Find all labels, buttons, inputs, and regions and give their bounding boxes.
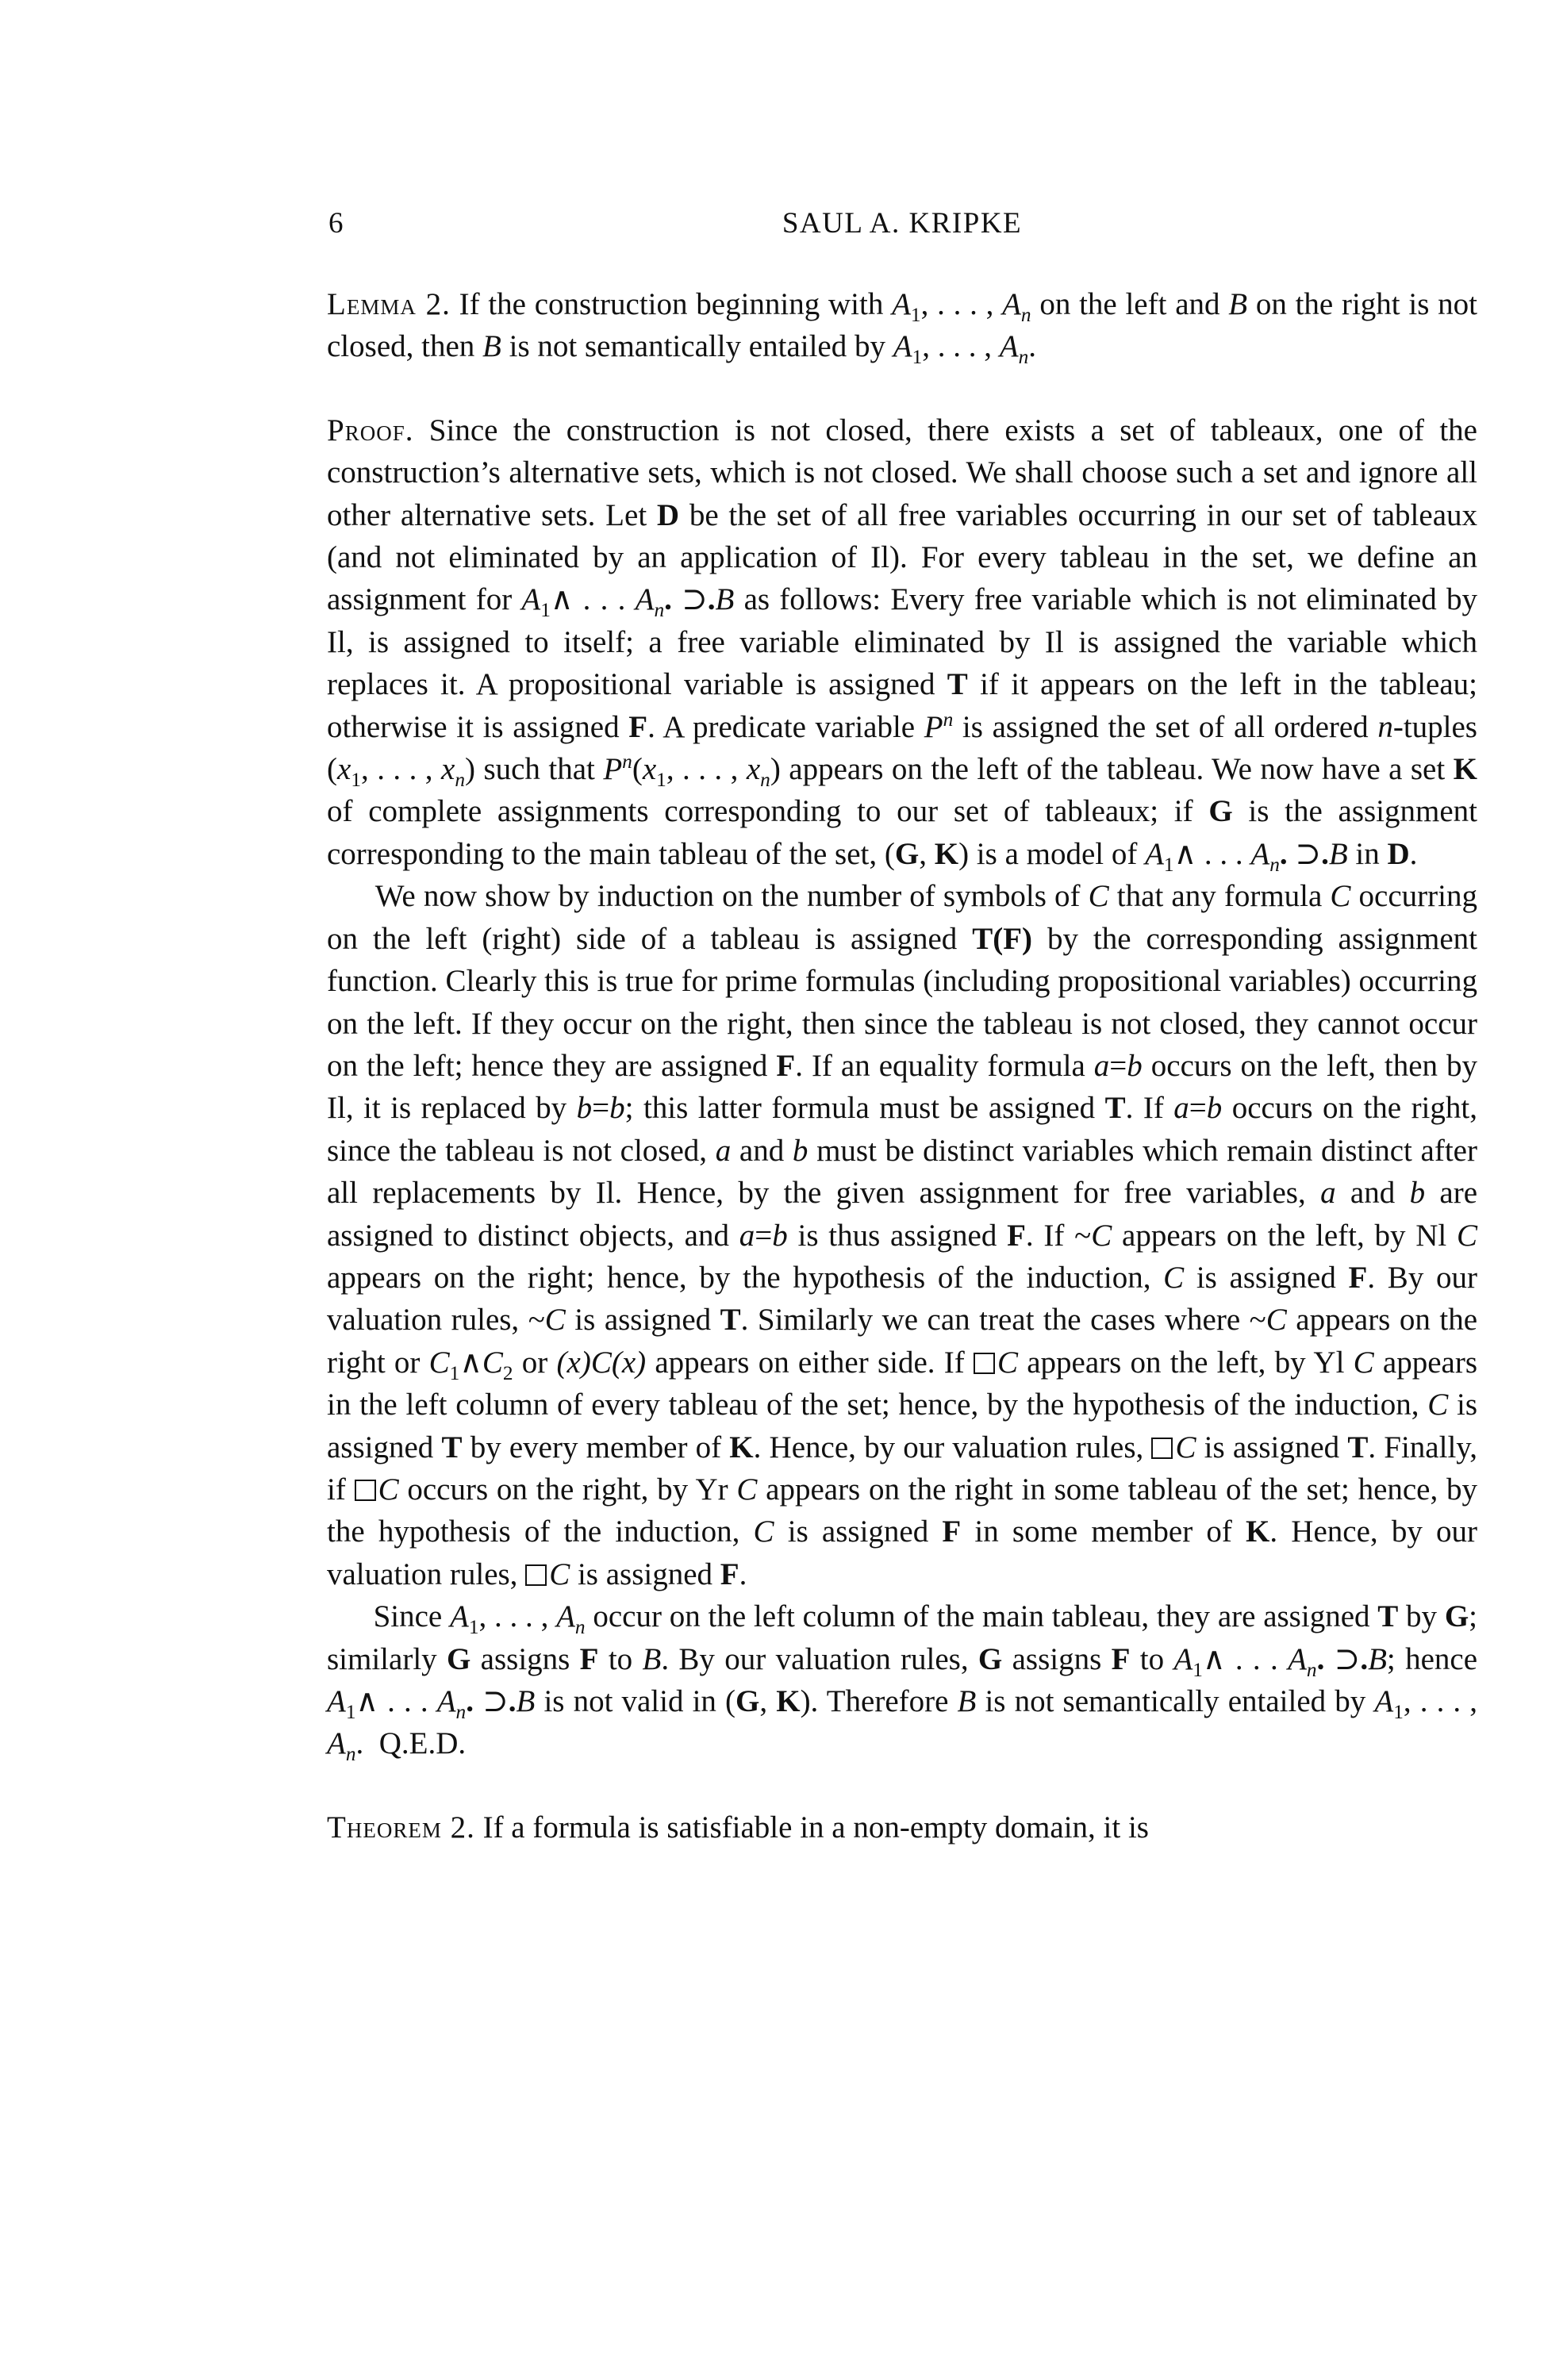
math: A [1374, 1684, 1394, 1718]
math: P [603, 752, 623, 787]
math: = [755, 1218, 773, 1253]
math: . [1316, 1641, 1325, 1676]
math: C [428, 1345, 450, 1380]
spacer [327, 368, 1477, 409]
math: . [664, 582, 672, 617]
text: is the assignment corresponding to the main tableau of the set, ( [327, 794, 1478, 871]
box-icon [525, 1564, 547, 1586]
text: is assigned [327, 1388, 1478, 1464]
math: G [446, 1641, 471, 1676]
math: n [943, 708, 954, 731]
math: D [656, 497, 680, 532]
math: A [521, 582, 541, 617]
math: ~ [1074, 1218, 1092, 1253]
math: b [609, 1091, 625, 1126]
text: is not semantically entailed by [976, 1684, 1375, 1718]
text: or [513, 1345, 557, 1380]
text: is thus assigned [787, 1218, 1008, 1253]
text: . By our valuation rules, [661, 1641, 978, 1676]
text: is not semantically entailed by [509, 329, 885, 364]
text: Since the construction is not closed, there exists a set of tableaux, one of the construction’s alternative sets, which is not closed. We shall choose such a set and ignore all other alternative sets. Let [327, 413, 1477, 532]
math: . [1279, 836, 1288, 871]
math: = [592, 1091, 610, 1126]
math: C(x) [590, 1345, 647, 1380]
text: is assigned [1196, 1430, 1348, 1464]
running-title: SAUL A. KRIPKE [782, 207, 1023, 240]
math: 1 [351, 768, 361, 791]
text: is assigned [565, 1303, 720, 1338]
math: x [337, 752, 351, 787]
math: b [772, 1218, 788, 1253]
text: if it appears on the left in the tableau; otherwise it is assigned [327, 667, 1478, 744]
text: . . . [1225, 1641, 1289, 1676]
math: C [753, 1514, 774, 1549]
math: n [654, 599, 665, 622]
math: 1 [912, 346, 923, 369]
lemma-2 [327, 283, 1477, 368]
math: b [792, 1133, 808, 1168]
math: n [1377, 709, 1393, 744]
math: b [1206, 1091, 1223, 1126]
box-icon [1151, 1438, 1173, 1459]
text: is assigned [1184, 1260, 1349, 1295]
math: b [576, 1091, 593, 1126]
induction-paragraph [327, 875, 1477, 1595]
math: C [1353, 1345, 1374, 1380]
math: A [1288, 1641, 1307, 1676]
box-icon [355, 1480, 376, 1501]
text: . By our valuation rules, [327, 1260, 1477, 1338]
math: A [327, 1684, 346, 1718]
text: . . . [573, 582, 636, 617]
page-number: 6 [328, 207, 344, 240]
math: 1 [468, 1615, 479, 1638]
text: in [1347, 836, 1388, 871]
text: assigns [470, 1641, 580, 1676]
math: G [977, 1641, 1003, 1676]
text: , . . . , [922, 329, 1000, 364]
text: appears on either side. If [646, 1345, 974, 1380]
math: ⊃ [1334, 1641, 1361, 1676]
text: , . . . , [478, 1599, 557, 1634]
text: and [1335, 1176, 1410, 1211]
math: C [736, 1472, 758, 1507]
text: Since [373, 1599, 451, 1634]
math: B [1368, 1641, 1387, 1676]
math: F [1348, 1260, 1368, 1295]
math: F [579, 1641, 599, 1676]
text: , [919, 836, 927, 871]
math: G [894, 836, 920, 871]
text: on the left and [1039, 287, 1220, 321]
text: , [759, 1684, 768, 1718]
math: T [1347, 1430, 1369, 1464]
math: C [1088, 879, 1109, 914]
math: C [482, 1345, 503, 1380]
qed: Q.E.D. [378, 1726, 467, 1761]
math: 1 [910, 303, 921, 326]
math: G [1444, 1599, 1469, 1634]
math: A [450, 1599, 469, 1634]
math: 1 [540, 599, 551, 622]
page-body [327, 283, 1477, 1848]
math: D [1387, 836, 1410, 871]
math: T [1377, 1599, 1399, 1634]
text: ) such that [465, 752, 604, 787]
math: A [1145, 836, 1164, 871]
text: , . . . , [666, 752, 747, 787]
math: C [997, 1345, 1018, 1380]
text: occurs on the right, since the tableau is not closed, [327, 1091, 1477, 1168]
math: a [1093, 1048, 1110, 1083]
text: appears on the left, by Yl [1017, 1345, 1354, 1380]
math: T [441, 1430, 463, 1464]
math: n [760, 768, 770, 791]
text: , . . . , [1403, 1684, 1478, 1718]
text: in some member of [961, 1514, 1246, 1549]
text: by every member of [462, 1430, 730, 1464]
math: x [746, 752, 761, 787]
theorem-2 [327, 1806, 1477, 1848]
math: ∧ [1202, 1641, 1226, 1676]
math: A [635, 582, 655, 617]
text: . Hence, by our valuation rules, [753, 1430, 1152, 1464]
math: 1 [1193, 1658, 1203, 1681]
math: ⊃ [1295, 836, 1322, 871]
math: n [345, 1743, 356, 1766]
math: (x) [556, 1345, 591, 1380]
math: B [482, 329, 501, 364]
math: C [1266, 1303, 1287, 1338]
text: -tuples ( [327, 709, 1477, 787]
proof-paragraph: Proof. Since the construction is not closed, there exists a set of tableaux, one of the construction’s alternative sets, which is not closed. We shall choose such a set and ignore all other alternative sets. Let D be the set of all free variables occurring in our set of tableaux (and not eliminated by an application of Il). For every tableau in the set, we define an assignment for $A_1\wedge$ . . . $A_n$. ⊃.B as follows: Every free variable which is not eliminated by Il, is assigned to itself; a free variable eliminated by Il is assigned the variable which replaces it. A propositional variable is assigned T if it appears on the left in the tableau; otherwise it is assigned F. A predicate variable $P^n$ is assigned the set of all ordered n-tuples ($x_1$, . . . , $x_n$) such that $P^n(x_1$, . . . , $x_n$) appears on the left of the tableau. We now have a set K of complete assignments corresponding to our set of tableaux; if G is the assignment corresponding to the main tableau of the set, (G, K) is a model of $A_1\wedge$ . . . $A_n$. ⊃.B in D. [327, 413, 1478, 876]
math: P [924, 709, 943, 744]
text [1031, 287, 1040, 321]
math: ~ [1249, 1303, 1266, 1338]
math: T [720, 1303, 741, 1338]
math: C [1163, 1260, 1185, 1295]
math: B [516, 1684, 536, 1718]
math: C [1175, 1430, 1196, 1464]
math: . [1321, 836, 1329, 871]
text: ; similarly [327, 1599, 1478, 1676]
text: . . . [378, 1684, 437, 1718]
text: ). Therefore [800, 1684, 958, 1718]
math: T [1104, 1091, 1126, 1126]
text: that any formula [1108, 879, 1331, 914]
theorem-heading: Theorem 2. [327, 1810, 475, 1844]
math: 1 [1393, 1700, 1404, 1723]
text: . [739, 1557, 747, 1591]
text: ; hence [1386, 1641, 1478, 1676]
math: A [1173, 1641, 1193, 1676]
text: to [1130, 1641, 1174, 1676]
box-icon [974, 1353, 995, 1374]
math: B [642, 1641, 662, 1676]
math: x [642, 752, 657, 787]
text: ) appears on the left of the tableau. We now have a set [770, 752, 1454, 787]
text: appears in the left column of every tableau of the set; hence, by the hypothesis of the induction, [327, 1345, 1478, 1422]
math: 1 [656, 768, 666, 791]
text: is not valid in ( [535, 1684, 736, 1718]
math: n [1306, 1658, 1317, 1681]
math: . [707, 582, 716, 617]
text: is assigned [774, 1514, 943, 1549]
math: F [942, 1514, 962, 1549]
math: . [466, 1684, 474, 1718]
math: n [574, 1615, 586, 1638]
math: K [1453, 752, 1477, 787]
conclusion-paragraph [327, 1595, 1477, 1765]
text: . A predicate variable [647, 709, 924, 744]
text: be the set of all free variables occurring in our set of tableaux (and not eliminated by an application of Il). For every tableau in the set, we define an assignment for [327, 497, 1478, 617]
text: . Similarly we can treat the cases where [740, 1303, 1250, 1338]
math: K [776, 1684, 801, 1718]
text: on the right is not closed, then [327, 287, 1477, 364]
text: are assigned to distinct objects, and [327, 1176, 1478, 1253]
math: 2 [502, 1361, 513, 1384]
math: C [1091, 1218, 1112, 1253]
math: a [739, 1218, 755, 1253]
text: occur on the left column of the main tableau, they are assigned [585, 1599, 1378, 1634]
math: 1 [449, 1361, 460, 1384]
math: 1 [345, 1700, 356, 1723]
math: F [1111, 1641, 1131, 1676]
math: ⊃ [682, 582, 708, 617]
math: = [1189, 1091, 1207, 1126]
text: is assigned [570, 1557, 720, 1591]
math: B [715, 582, 735, 617]
text: If a formula is satisfiable in a non-empty domain, it is [474, 1810, 1149, 1844]
math: C [1427, 1388, 1449, 1422]
math: ~ [528, 1303, 545, 1338]
text: . [1409, 836, 1418, 871]
text: . If [1125, 1091, 1174, 1126]
math: A [327, 1726, 346, 1761]
math: n [622, 750, 632, 774]
math: T(F) [972, 921, 1033, 956]
math: n [455, 768, 465, 791]
math: a [715, 1133, 732, 1168]
text: of complete assignments corresponding to our set of tableaux; if [327, 794, 1209, 829]
math: C [549, 1557, 570, 1591]
math: G [735, 1684, 760, 1718]
text: . Hence, by our valuation rules, [327, 1514, 1477, 1591]
math: b [1127, 1048, 1143, 1083]
spacer [327, 1765, 1477, 1806]
text: . If an equality formula [795, 1048, 1094, 1083]
text: occurs on the left, then by Il, it is replaced by [327, 1048, 1477, 1126]
math: n [1269, 853, 1280, 876]
math: a [1320, 1176, 1336, 1211]
math: x [441, 752, 455, 787]
math: F [1007, 1218, 1026, 1253]
math: F [628, 709, 648, 744]
text: . [1028, 329, 1036, 364]
math: A [1002, 287, 1021, 321]
text: by the corresponding assignment function. Clearly this is true for prime formulas (including propositional variables) occurring on the left. If they occur on the right, then since the tableau is not closed, they cannot occur on the left; hence they are assigned [327, 921, 1478, 1083]
text: must be distinct variables which remain distinct after all replacements by Il. Hence, by the given assignment for free variables, [327, 1133, 1477, 1211]
math: ⊃ [482, 1684, 509, 1718]
text: . If [1025, 1218, 1075, 1253]
math: B [957, 1684, 977, 1718]
text: If the construction beginning with [450, 287, 893, 321]
math: C [378, 1472, 399, 1507]
math: T [947, 667, 968, 702]
text: ) is a model of [958, 836, 1146, 871]
text: appears on the right; hence, by the hypothesis of the induction, [327, 1260, 1164, 1295]
math: C [1330, 879, 1351, 914]
text: as follows: Every free variable which is not eliminated by Il, is assigned to itself; a free variable eliminated by Il is assigned the variable which replaces it. A propositional variable is assigned [327, 582, 1477, 702]
math: n [455, 1700, 467, 1723]
math: K [934, 836, 959, 871]
math: 1 [1163, 853, 1174, 876]
math: b [1409, 1176, 1426, 1211]
math: B [1228, 287, 1248, 321]
text: by [1398, 1599, 1445, 1634]
text: to [598, 1641, 643, 1676]
math: C [544, 1303, 566, 1338]
math: K [729, 1430, 754, 1464]
math: B [1328, 836, 1348, 871]
math: n [1018, 346, 1029, 369]
text: appears on the right or [327, 1303, 1477, 1380]
math: A [556, 1599, 575, 1634]
text: , . . . , [920, 287, 1003, 321]
text: and [731, 1133, 793, 1168]
text: appears on the right in some tableau of the set; hence, by the hypothesis of the induction, [327, 1472, 1477, 1549]
text: appears on the left, by Nl [1112, 1218, 1457, 1253]
math: ∧ [550, 582, 574, 617]
text: is assigned the set of all ordered [953, 709, 1378, 744]
math: F [776, 1048, 796, 1083]
text: . . . [1196, 836, 1251, 871]
math: ∧ [355, 1684, 379, 1718]
math: F [720, 1557, 739, 1591]
math: . [508, 1684, 517, 1718]
math: = [1109, 1048, 1127, 1083]
proof-heading: Proof. [327, 413, 414, 447]
math: A [1250, 836, 1270, 871]
text: assigns [1002, 1641, 1112, 1676]
math: ∧ [459, 1345, 482, 1380]
text: occurring on the left (right) side of a tableau is assigned [327, 879, 1477, 956]
text: ; this latter formula must be assigned [624, 1091, 1105, 1126]
text: occurs on the right, by Yr [398, 1472, 737, 1507]
text: . Finally, if [327, 1430, 1478, 1507]
lemma-heading: Lemma 2. [327, 287, 451, 321]
running-header [327, 204, 1477, 244]
math: C [1456, 1218, 1477, 1253]
text: , . . . , [360, 752, 442, 787]
math: K [1246, 1514, 1270, 1549]
math: ∧ [1173, 836, 1197, 871]
math: n [1020, 303, 1031, 326]
math: A [999, 329, 1019, 364]
math: a [1173, 1091, 1189, 1126]
text: We now show by induction on the number of symbols of [374, 879, 1089, 914]
math: A [436, 1684, 456, 1718]
math: A [892, 287, 911, 321]
text: . [355, 1726, 364, 1761]
math: . [1360, 1641, 1369, 1676]
math: A [893, 329, 912, 364]
math: G [1208, 794, 1233, 829]
